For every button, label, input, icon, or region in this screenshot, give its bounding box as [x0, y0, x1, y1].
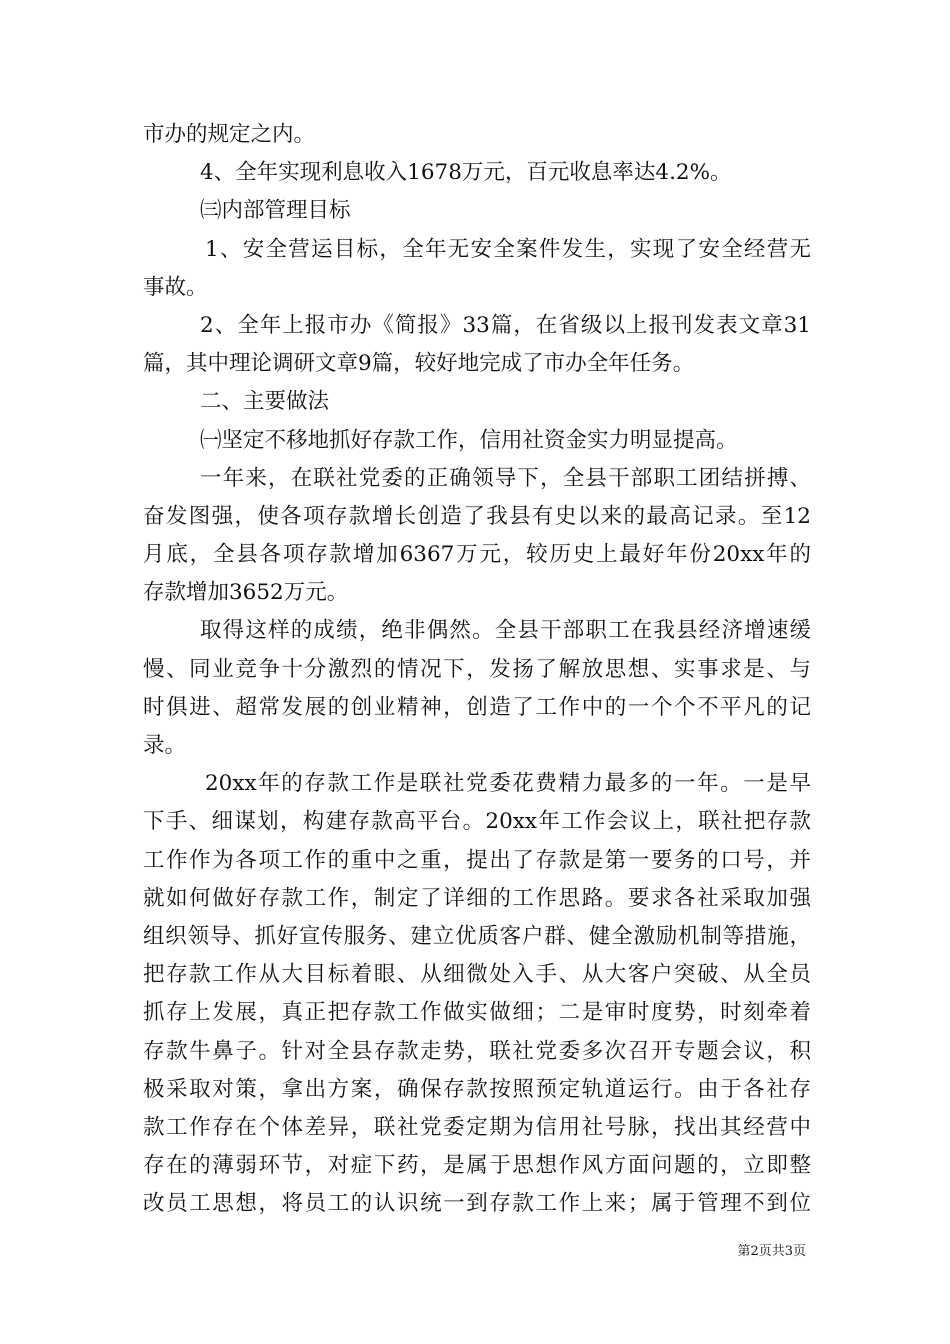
text-line: 2、全年上报市办《简报》33篇，在省级以上报刊发表文章31: [200, 312, 811, 338]
text-line: 抓存上发展，真正把存款工作做实做细；二是审时度势，时刻牵着: [143, 1000, 811, 1026]
text-line: 20xx年的存款工作是联社党委花费精力最多的一年。一是早: [205, 771, 811, 797]
text-line: 时俱进、超常发展的创业精神，创造了工作中的一个个不平凡的记: [143, 694, 811, 720]
text-line: 工作作为各项工作的重中之重，提出了存款是第一要务的口号，并: [143, 847, 811, 873]
text-line: 款工作存在个体差异，联社党委定期为信用社号脉，找出其经营中: [143, 1114, 811, 1140]
text-line: 下手、细谋划，构建存款高平台。20xx年工作会议上，联社把存款: [143, 809, 811, 835]
text-line: 存款牛鼻子。针对全县存款走势，联社党委多次召开专题会议，积: [143, 1038, 811, 1064]
text-line: 月底，全县各项存款增加6367万元，较历史上最好年份20xx年的: [143, 542, 811, 568]
text-line: 极采取对策，拿出方案，确保存款按照预定轨道运行。由于各社存: [143, 1076, 811, 1102]
text-line: 改员工思想，将员工的认识统一到存款工作上来；属于管理不到位: [143, 1191, 811, 1217]
text-line: 奋发图强，使各项存款增长创造了我县有史以来的最高记录。至12: [143, 503, 811, 529]
text-line: 篇，其中理论调研文章9篇，较好地完成了市办全年任务。: [143, 351, 695, 377]
text-line: 把存款工作从大目标着眼、从细微处入手、从大客户突破、从全员: [143, 962, 811, 988]
section-heading: ㈠坚定不移地抓好存款工作，信用社资金实力明显提高。: [200, 427, 738, 453]
text-line: 录。: [143, 733, 187, 758]
text-line: 就如何做好存款工作，制定了详细的工作思路。要求各社采取加强: [143, 885, 811, 911]
page-number: 第2页共3页: [737, 1244, 806, 1259]
text-line: 4、全年实现利息收入1678万元，百元收息率达4.2%。: [200, 160, 732, 186]
text-line: 慢、同业竞争十分激烈的情况下，发扬了解放思想、实事求是、与: [143, 656, 811, 682]
text-line: 市办的规定之内。: [143, 122, 316, 147]
body-text: [143, 116, 811, 1223]
text-line: 取得这样的成绩，绝非偶然。全县干部职工在我县经济增速缓: [200, 618, 811, 644]
text-line: 1、安全营运目标，全年无安全案件发生，实现了安全经营无: [205, 236, 811, 262]
section-heading: ㈢内部管理目标: [200, 198, 351, 224]
text-line: 存款增加3652万元。: [143, 580, 349, 606]
text-line: 组织领导、抓好宣传服务、建立优质客户群、健全激励机制等措施，: [143, 923, 811, 949]
text-line: 一年来，在联社党委的正确领导下，全县干部职工团结拼搏、: [200, 465, 811, 491]
text-line: 存在的薄弱环节，对症下药，是属于思想作风方面问题的，立即整: [143, 1153, 811, 1179]
section-heading: 二、主要做法: [200, 389, 330, 415]
text-line: 事故。: [143, 274, 208, 300]
